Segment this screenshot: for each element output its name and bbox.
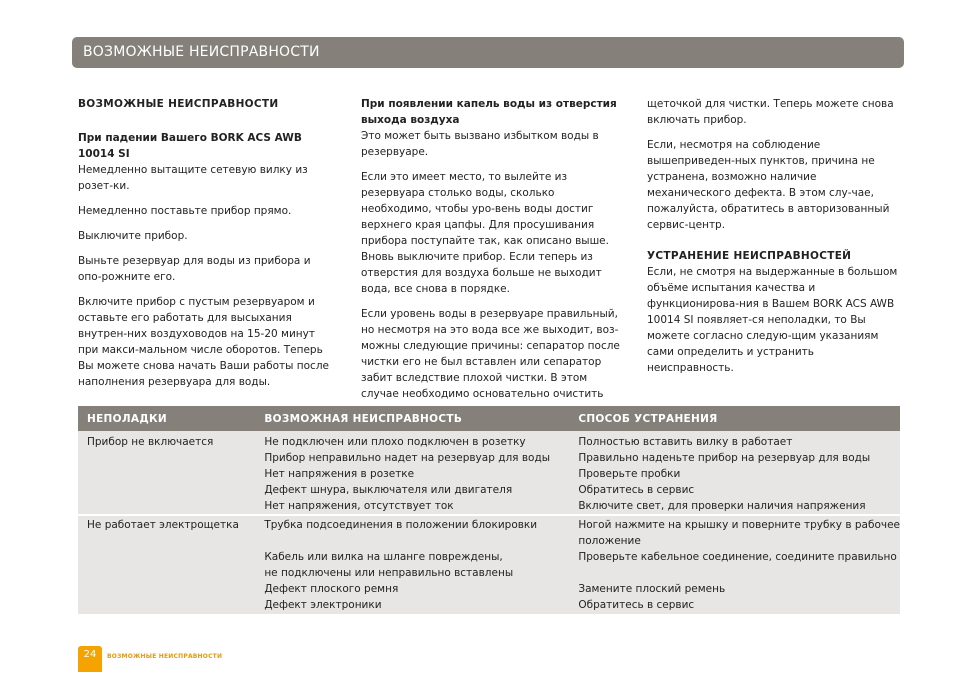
table-row (78, 431, 900, 515)
cause-line: Нет напряжения, отсутствует ток (264, 500, 454, 512)
cause-line: Нет напряжения в розетке (264, 468, 415, 480)
problem-text: Не работает электрощетка (87, 519, 239, 531)
page-number-badge (78, 646, 102, 672)
solution-line: положение (578, 535, 641, 547)
column-header: СПОСОБ УСТРАНЕНИЯ (569, 406, 900, 431)
section-title: ВОЗМОЖНЫЕ НЕИСПРАВНОСТИ (83, 44, 320, 60)
paragraph: Если уровень воды в резервуаре правильный, но несмотря на это вода все же выходит, воз-можны следующие причины: сепаратор после чистки его не был вставлен или сепаратор забит вследствие плохой чистки. В этом случае необходимо основательно очистить (361, 308, 620, 400)
column-heading: ВОЗМОЖНЫЕ НЕИСПРАВНОСТИ (78, 98, 279, 110)
paragraph: Включите прибор с пустым резервуаром и оставьте его работать для высыхания внутрен-них воздуховодов на 15-20 минут при макси-мальном числе оборотов. Теперь Вы можете снова начать Ваши работы после наполнения резервуара для воды. (78, 296, 329, 388)
column-header: ВОЗМОЖНАЯ НЕИСПРАВНОСТЬ (255, 406, 569, 431)
solution-line: Полностью вставить вилку в работает (578, 436, 793, 448)
problem-cell (78, 431, 255, 515)
text-column-3 (647, 96, 899, 385)
paragraph: Это может быть вызвано избытком воды в резервуаре. (361, 130, 599, 158)
problem-cell (78, 515, 255, 614)
paragraph: Выньте резервуар для воды из прибора и опо-рожните его. (78, 255, 311, 283)
troubleshooting-table (78, 406, 900, 614)
causes-cell (255, 431, 569, 515)
problem-text: Прибор не включается (87, 436, 214, 448)
cause-line: Трубка подсоединения в положении блокировки (264, 519, 538, 531)
footer-section-label: ВОЗМОЖНЫЕ НЕИСПРАВНОСТИ (107, 653, 223, 660)
text-column-1 (78, 96, 336, 399)
text-column-2 (361, 96, 623, 427)
paragraph: щеточкой для чистки. Теперь можете снова включать прибор. (647, 98, 894, 126)
solutions-cell (569, 431, 900, 515)
cause-line: Дефект плоского ремня (264, 583, 399, 595)
spacer (78, 118, 336, 130)
column-subheading: При падении Вашего BORK ACS AWB 10014 SI (78, 132, 302, 160)
solution-line: Включите свет, для проверки наличия напряжения (578, 500, 866, 512)
line-gap (264, 533, 569, 549)
solution-line: Проверьте пробки (578, 468, 681, 480)
paragraph: Немедленно вытащите сетевую вилку из розет-ки. (78, 164, 308, 192)
section-header-bar (72, 37, 904, 68)
paragraph: Если это имеет место, то вылейте из резервуара столько воды, сколько необходимо, чтобы уро-вень воды достиг верхнего края цапфы. Для просушивания прибора поступайте так, как описано выше. Вновь выключите прибор. Если теперь из отверстия для воздуха больше не выходит вода, все снова в порядке. (361, 171, 609, 295)
solution-line: Проверьте кабельное соединение, соедините правильно (578, 551, 897, 563)
cause-line: Не подключен или плохо подключен в розетку (264, 436, 526, 448)
cause-line: Кабель или вилка на шланге повреждены, (264, 551, 503, 563)
line-gap (578, 565, 900, 581)
solution-line: Замените плоский ремень (578, 583, 726, 595)
paragraph: Выключите прибор. (78, 230, 188, 242)
column-subheading: При появлении капель воды из отверстия выхода воздуха (361, 98, 617, 126)
cause-line: Дефект шнура, выключателя или двигателя (264, 484, 513, 496)
table-row (78, 515, 900, 614)
page-number: 24 (83, 649, 97, 660)
solution-line: Обратитесь в сервис (578, 599, 695, 611)
solution-line: Ногой нажмите на крышку и поверните трубку в рабочее (578, 519, 900, 531)
cause-line: Прибор неправильно надет на резервуар для воды (264, 452, 550, 464)
column-heading: УСТРАНЕНИЕ НЕИСПРАВНОСТЕЙ (647, 250, 852, 262)
solutions-cell (569, 515, 900, 614)
column-header: НЕПОЛАДКИ (78, 406, 255, 431)
paragraph: Если, несмотря на соблюдение вышеприведен-ных пунктов, причина не устранена, возможно наличие механического дефекта. В этом слу-чае, пожалуйста, обратитесь в авторизованный сервис-центр. (647, 139, 890, 231)
cause-line: Дефект электроники (264, 599, 382, 611)
causes-cell (255, 515, 569, 614)
solution-line: Обратитесь в сервис (578, 484, 695, 496)
paragraph: Немедленно поставьте прибор прямо. (78, 205, 292, 217)
table-header-row (78, 406, 900, 431)
paragraph: Если, не смотря на выдержанные в большом объёме испытания качества и функционирова-ния в Вашем BORK ACS AWB 10014 SI появляет-ся неполадки, то Вы можете согласно следую-щим указаниям сами определить и устранить неисправность. (647, 266, 898, 374)
solution-line: Правильно наденьте прибор на резервуар для воды (578, 452, 871, 464)
cause-line: не подключены или неправильно вставлены (264, 567, 514, 579)
